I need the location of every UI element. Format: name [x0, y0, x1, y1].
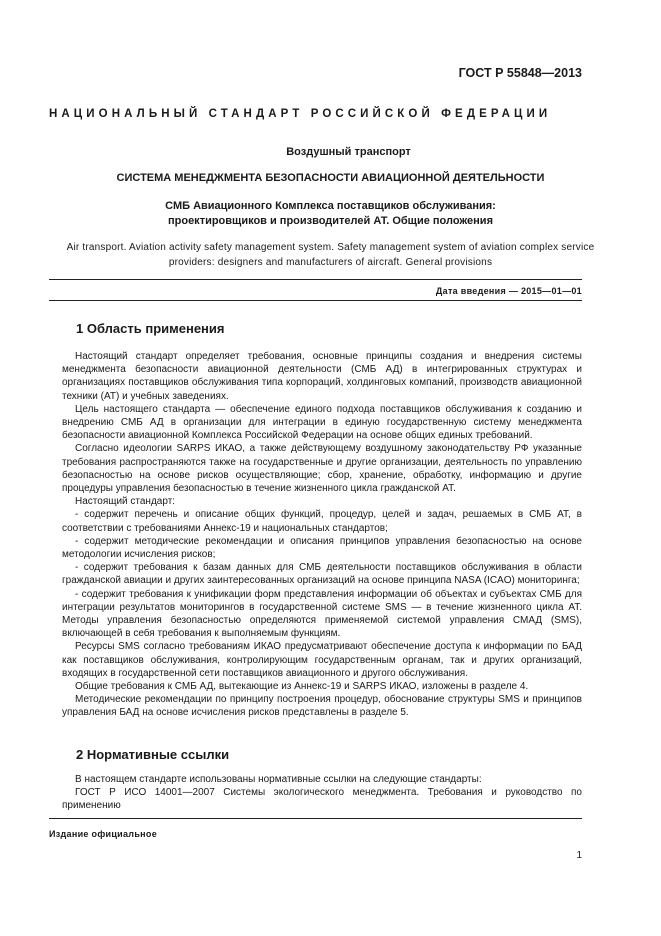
divider-footer — [49, 818, 582, 819]
english-title — [55, 240, 606, 270]
national-standard-banner: НАЦИОНАЛЬНЫЙ СТАНДАРТ РОССИЙСКОЙ ФЕДЕРАЦИИ — [49, 108, 552, 120]
edition-label: Издание официальное — [49, 829, 158, 839]
subtitle-line-2: проектировщиков и производителей АТ. Общие положения — [167, 215, 493, 227]
section-1-body — [62, 350, 582, 720]
section-2-body — [62, 773, 582, 813]
paragraph: Цель настоящего стандарта — обеспечение единого подхода поставщиков обслуживания к созданию и внедрению СМБ АД в организации для интеграции в единую государственную систему менеджмента безопасности авиационной Комплекса Российской Федерации на основе общих единых требований. — [62, 403, 582, 442]
paragraph: - содержит перечень и описание общих функций, процедур, целей и задач, решаемых в СМБ АТ, в соответствии с требованиями Аннекс-19 и национальных стандартов; — [62, 509, 582, 534]
document-title: СИСТЕМА МЕНЕДЖМЕНТА БЕЗОПАСНОСТИ АВИАЦИОННОЙ ДЕЯТЕЛЬНОСТИ — [116, 172, 545, 184]
paragraph: Методические рекомендации по принципу построения процедур, обоснование структуры SMS и принципов управления БАД на основе исчисления рисков представлены в разделе 5. — [62, 694, 582, 719]
paragraph: ГОСТ Р ИСО 14001—2007 Системы экологического менеджмента. Требования и руководство по применению — [62, 787, 582, 812]
paragraph: - содержит требования к унификации форм представления информации об объектах и субъектах СМБ для интеграции результатов мониторингов в государственной системе SMS — в течение жизненного цикла АТ. Методы управления безопасностью определяются применяемой системой управления СМАД (SMS), включающей в себя требования к выполняемым функциям. — [62, 588, 582, 640]
paragraph: - содержит требования к базам данных для СМБ деятельности поставщиков обслуживания в области гражданской авиации и других заинтересованных организаций на основе принципа NASA (ICAO) мониторинга; — [62, 562, 582, 587]
paragraph: Общие требования к СМБ АД, вытекающие из Аннекс-19 и SARPS ИКАО, изложены в разделе 4. — [75, 681, 529, 693]
paragraph: Настоящий стандарт: — [75, 496, 176, 508]
document-subtitle — [80, 199, 581, 229]
paragraph: Согласно идеологии SARPS ИКАО, а также действующему воздушному законодательству РФ указанные требования распространяются также на государственные и другие организации, деятельность по управлению безопасностью на основе рисков осуществляющие; сбор, хранение, обработку, информацию и другие процедуры управления безопасностью в течение жизненного цикла гражданской АТ. — [62, 443, 582, 495]
paragraph: Ресурсы SMS согласно требованиям ИКАО предусматривают обеспечение доступа к информации по БАД как поставщиков обслуживания, контролирующим государственным органам, так и других организаций, входящих в государственной сети поставщиков авиационного и другого обслуживания. — [62, 641, 582, 679]
introduction-date: Дата введения — 2015—01—01 — [435, 286, 582, 296]
paragraph: В настоящем стандарте использованы нормативные ссылки на следующие стандарты: — [75, 774, 482, 785]
divider-top — [49, 279, 582, 280]
divider-date — [49, 300, 582, 301]
english-title-main: Air transport. Aviation activity safety management system. Safety management system of aviation complex service providers: designers and manufacturers of aircraft. General — [66, 242, 595, 268]
subtitle-line-1: СМБ Авиационного Комплекса поставщиков обслуживания: — [165, 200, 496, 212]
page-number: 1 — [576, 850, 582, 861]
section-1-heading: 1 Область применения — [76, 321, 225, 336]
document-code: ГОСТ Р 55848—2013 — [458, 66, 582, 80]
paragraph: Настоящий стандарт определяет требования, основные принципы создания и внедрения системы менеджмента безопасности авиационной деятельности (СМБ АД) в интегрированных структурах и организациях поставщиков обслуживания типа корпораций, холдинговых компаний, производств авиационной техники (АТ) и учебных заведениях. — [62, 351, 582, 402]
section-2-heading: 2 Нормативные ссылки — [76, 747, 230, 762]
english-title-tail: provisions — [445, 257, 493, 268]
paragraph: - содержит методические рекомендации и описания принципов управления безопасностью на основе методологии исчисления рисков; — [62, 535, 582, 561]
subject-area: Воздушный транспорт — [286, 146, 411, 158]
